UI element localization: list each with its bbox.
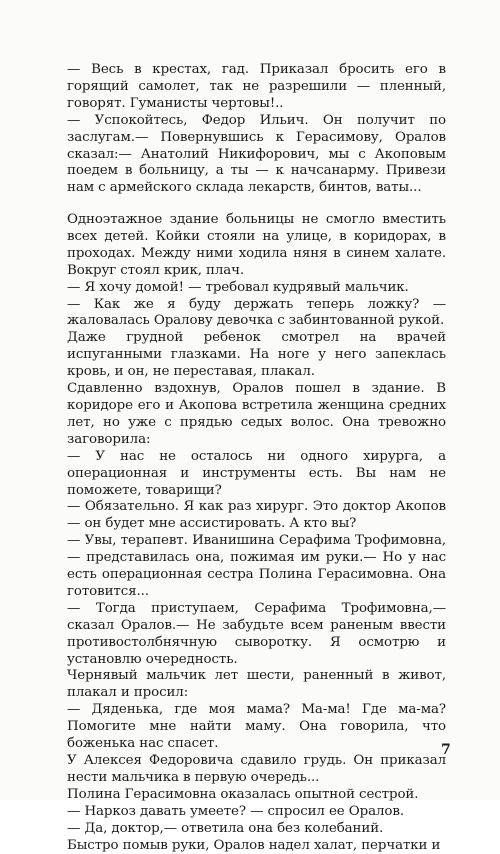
paragraph: Даже грудной ребенок смотрел на врачей испуганными глазками. На ноге у него запеклась кровь, и он, не переставая, плакал. <box>67 330 446 380</box>
text-section-1 <box>67 62 446 197</box>
text-section-2 <box>67 212 446 854</box>
paragraph: — Успокойтесь, Федор Ильич. Он получит по заслугам.— Повернувшись к Герасимову, Оралов сказал:— Анатолий Никифорович, мы с Акоповым поедем в больницу, а ты — к начсанарму. Привези нам с армейского склада лекарств, бинтов, ваты... <box>67 112 446 196</box>
paragraph: — Наркоз давать умеете? — спросил ее Оралов. <box>67 803 404 819</box>
paragraph: — Дяденька, где моя мама? Ма-ма! Где ма-ма? Помогите мне найти маму. Она говорила, что боженька нас спасет. <box>67 702 446 752</box>
paragraph: Полина Герасимовна оказалась опытной сестрой. <box>67 786 419 802</box>
paragraph: — Я хочу домой! — требовал кудрявый мальчик. <box>67 279 409 295</box>
paragraph: Одноэтажное здание больницы не смогло вместить всех детей. Койки стояли на улице, в коридорах, в проходах. Между ними ходила няня в синем халате. Вокруг стоял крик, плач. <box>67 212 446 278</box>
paragraph: — Весь в крестах, гад. Приказал бросить его в горящий самолет, так не разрешили — пленный, говорят. Гуманисты чертовы!.. <box>67 62 446 111</box>
paragraph: — Обязательно. Я как раз хирург. Это доктор Акопов— он будет мне ассистировать. А кто вы? <box>67 499 446 532</box>
paragraph: — Увы, терапевт. Иванишина Серафима Трофимовна,— представилась она, пожимая им руки.— Но у нас есть операционная сестра Полина Герасимовна. Она готовится... <box>67 533 446 599</box>
page-number: 7 <box>441 742 451 758</box>
paragraph: У Алексея Федоровича сдавило грудь. Он приказал нести мальчика в первую очередь... <box>67 753 446 785</box>
paragraph: Чернявый мальчик лет шести, раненный в живот, плакал и просил: <box>67 668 446 701</box>
paragraph: — Как же я буду держать теперь ложку? — жаловалась Оралову девочка с забинтованной рукой. <box>67 296 446 329</box>
paragraph: Сдавленно вздохнув, Оралов пошел в здание. В коридоре его и Акопова встретила женщина средних лет, но уже с прядью седых волос. Она тревожно заговорила: <box>67 381 446 447</box>
paragraph: — Тогда приступаем, Серафима Трофимовна,— сказал Оралов.— Не забудьте всем раненым ввести противостолбнячную сыворотку. Я осмотрю и установлю очередность. <box>67 600 446 667</box>
paragraph: — У нас не осталось ни одного хирурга, а операционная и инструменты есть. Вы нам не поможете, товарищи? <box>67 448 446 498</box>
paragraph: — Да, доктор,— ответила она без колебаний. <box>67 820 384 836</box>
paragraph: Быстро помыв руки, Оралов надел халат, перчатки и <box>67 837 441 853</box>
